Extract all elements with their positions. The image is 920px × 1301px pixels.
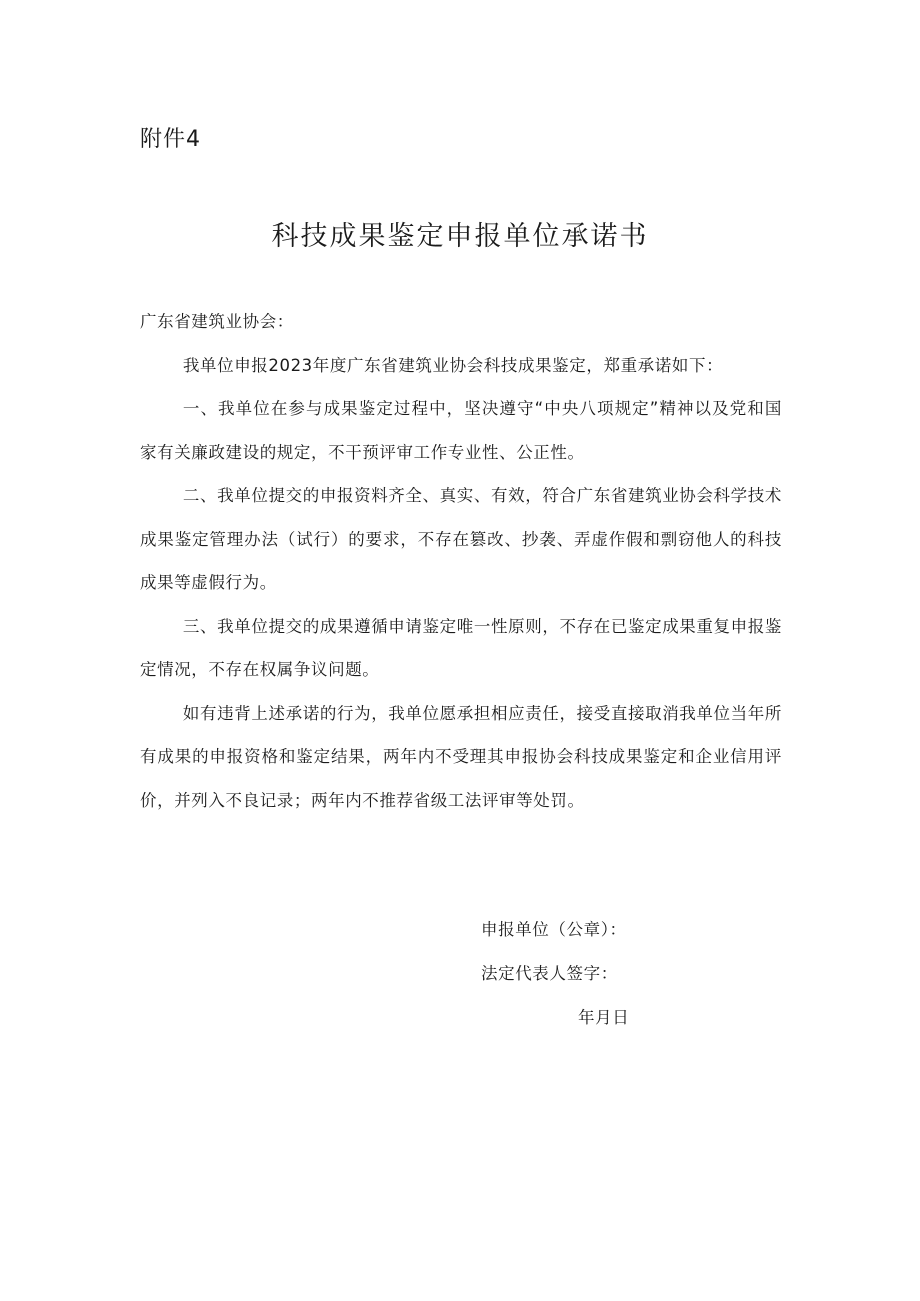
- document-title: 科技成果鉴定申报单位承诺书: [271, 221, 649, 252]
- attachment-label: 附件4: [140, 127, 201, 152]
- paragraph-pledge-2: 二、我单位提交的申报资料齐全、真实、有效，符合广东省建筑业协会科学技术成果鉴定管理办法（试行）的要求，不存在篡改、抄袭、弄虚作假和剽窃他人的科技成果等虚假行为。: [140, 486, 782, 592]
- paragraph-liability: 如有违背上述承诺的行为，我单位愿承担相应责任，接受直接取消我单位当年所有成果的申报资格和鉴定结果，两年内不受理其申报协会科技成果鉴定和企业信用评价，并列入不良记录；两年内不推荐省级工法评审等处罚。: [140, 703, 782, 810]
- signature-unit-label: 申报单位（公章）：: [481, 920, 627, 939]
- paragraph-pledge-3: 三、我单位提交的成果遵循申请鉴定唯一性原则，不存在已鉴定成果重复申报鉴定情况，不存在权属争议问题。: [140, 616, 782, 679]
- signature-date-label: 年月日: [578, 1008, 630, 1027]
- document-body: [140, 300, 782, 822]
- signature-representative-label: 法定代表人签字：: [481, 964, 618, 983]
- salutation: 广东省建筑业协会：: [140, 312, 294, 331]
- paragraph-intro: 我单位申报2023年度广东省建筑业协会科技成果鉴定，郑重承诺如下：: [182, 355, 724, 375]
- paragraph-pledge-1: 一、我单位在参与成果鉴定过程中，坚决遵守“中央八项规定”精神以及党和国家有关廉政建设的规定，不干预评审工作专业性、公正性。: [140, 399, 782, 462]
